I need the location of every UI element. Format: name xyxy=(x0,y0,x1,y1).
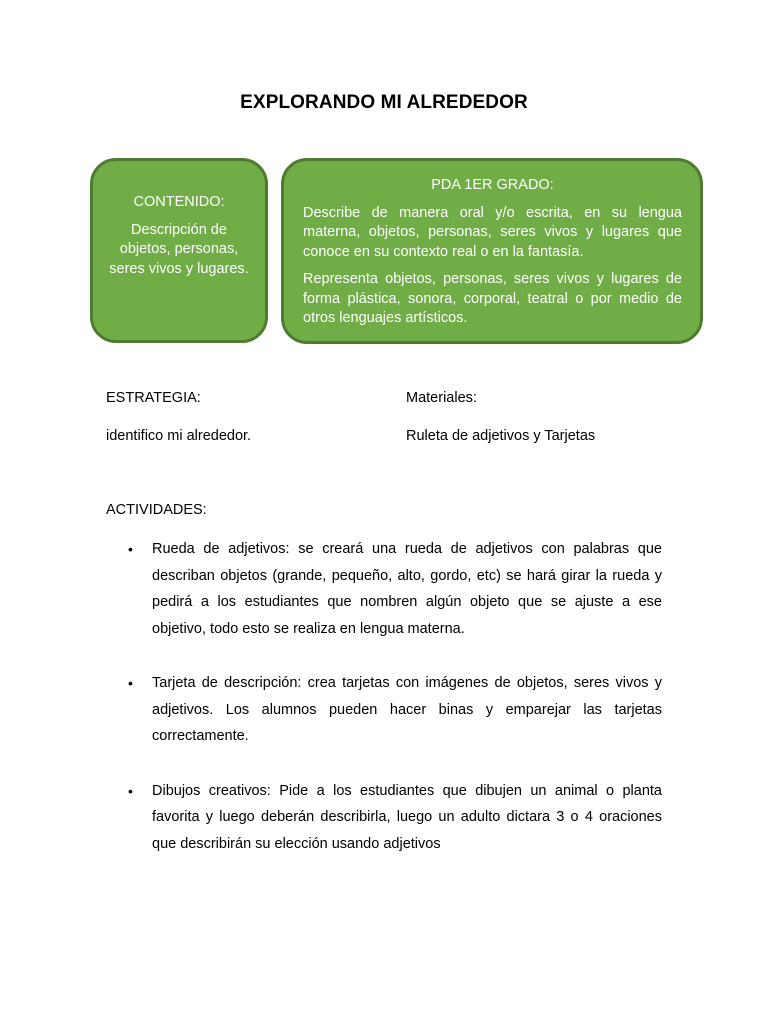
pda-card xyxy=(281,158,703,344)
bullet-icon: • xyxy=(128,675,133,691)
contenido-heading: CONTENIDO: xyxy=(133,194,225,210)
activity-text: Dibujos creativos: Pide a los estudiantes que dibujen un animal o planta favorita y luego deberán describirla, luego un adulto dictara 3 o 4 oraciones que describirán su elección usando adjetivos xyxy=(152,782,662,852)
actividades-list xyxy=(128,536,662,885)
list-item xyxy=(128,670,662,750)
activity-text: Rueda de adjetivos: se creará una rueda de adjetivos con palabras que describan objetos (grande, pequeño, alto, gordo, etc) se hará girar la rueda y pedirá a los estudiantes que nombren algún objeto que se ajuste a ese objetivo, todo esto se realiza en lengua materna. xyxy=(152,541,662,637)
contenido-card xyxy=(90,158,268,343)
pda-paragraph: Representa objetos, personas, seres vivos y lugares de forma plástica, sonora, corporal, teatral o por medio de otros lenguajes artísticos. xyxy=(303,271,682,326)
materiales-value: Ruleta de adjetivos y Tarjetas xyxy=(406,428,596,444)
bullet-icon: • xyxy=(128,541,133,557)
materiales-label: Materiales: xyxy=(406,390,477,406)
list-item xyxy=(128,536,662,642)
activity-text: Tarjeta de descripción: crea tarjetas con imágenes de objetos, seres vivos y adjetivos. Los alumnos pueden hacer binas y emparejar las tarjetas correctamente. xyxy=(152,675,662,744)
estrategia-value: identifico mi alrededor. xyxy=(106,428,252,444)
contenido-body: Descripción de objetos, personas, seres vivos y lugares. xyxy=(109,221,249,277)
actividades-label: ACTIVIDADES: xyxy=(106,502,207,518)
estrategia-label: ESTRATEGIA: xyxy=(106,390,201,406)
page-title: EXPLORANDO MI ALREDEDOR xyxy=(240,92,528,113)
pda-paragraph: Describe de manera oral y/o escrita, en su lengua materna, objetos, personas, seres vivos y lugares que conoce en su contexto real o en la fantasía. xyxy=(303,204,682,260)
bullet-icon: • xyxy=(128,782,133,799)
list-item xyxy=(128,778,662,858)
pda-heading: PDA 1ER GRADO: xyxy=(431,177,554,193)
